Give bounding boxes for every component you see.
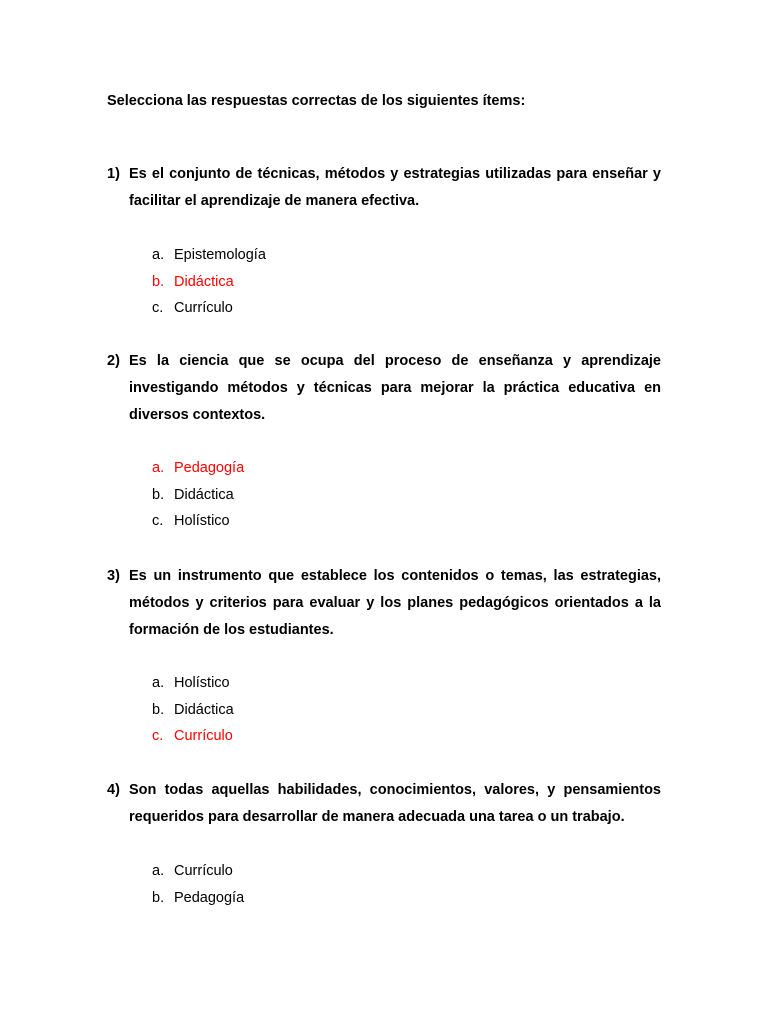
- question-1-statement: [107, 161, 661, 215]
- option-item-correct: [107, 269, 661, 296]
- option-text: Holístico: [174, 513, 230, 529]
- option-text: Currículo: [174, 728, 233, 744]
- option-item: [107, 885, 661, 912]
- option-letter: b.: [152, 273, 165, 290]
- question-2-statement: [107, 348, 661, 429]
- question-number: 1): [107, 166, 120, 182]
- question-3: [107, 563, 661, 750]
- option-item: [107, 295, 661, 322]
- question-4-statement: [107, 777, 661, 831]
- option-text: Didáctica: [174, 486, 234, 503]
- option-text: Pedagogía: [174, 889, 245, 906]
- question-text: Es un instrumento que establece los contenidos o temas, las estrategias, métodos y criterios para evaluar y los planes pedagógicos orientados a la formación de los estudiantes.: [129, 568, 661, 638]
- question-1: [107, 161, 661, 322]
- option-text: Holístico: [174, 675, 230, 691]
- question-number: 4): [107, 782, 120, 798]
- option-item: [107, 242, 661, 269]
- option-text: Currículo: [174, 300, 233, 316]
- option-letter: a.: [152, 460, 165, 476]
- option-item-correct: [107, 723, 661, 750]
- question-number: 2): [107, 353, 120, 369]
- option-item: [107, 697, 661, 724]
- question-2-options: [107, 455, 661, 535]
- question-text: Son todas aquellas habilidades, conocimientos, valores, y pensamientos requeridos para desarrollar de manera adecuada una tarea o un trabajo.: [129, 782, 661, 825]
- option-text: Currículo: [174, 863, 233, 879]
- option-text: Didáctica: [174, 701, 234, 718]
- option-text: Epistemología: [174, 247, 266, 263]
- option-letter: b.: [152, 889, 165, 906]
- option-letter: c.: [152, 513, 164, 529]
- question-text: Es el conjunto de técnicas, métodos y estrategias utilizadas para enseñar y facilitar el aprendizaje de manera efectiva.: [129, 166, 661, 209]
- instructions-heading: Selecciona las respuestas correctas de los siguientes ítems:: [107, 93, 526, 109]
- option-item: [107, 858, 661, 885]
- option-letter: a.: [152, 675, 165, 691]
- option-text: Didáctica: [174, 273, 234, 290]
- question-number: 3): [107, 568, 120, 584]
- question-3-options: [107, 670, 661, 750]
- option-letter: b.: [152, 486, 165, 503]
- question-4-options: [107, 858, 661, 911]
- question-2: [107, 348, 661, 535]
- option-letter: c.: [152, 728, 164, 744]
- option-item: [107, 508, 661, 535]
- question-text: Es la ciencia que se ocupa del proceso de enseñanza y aprendizaje investigando métodos y técnicas para mejorar la práctica educativa en diversos contextos.: [129, 353, 661, 423]
- option-item: [107, 670, 661, 697]
- option-letter: a.: [152, 247, 165, 263]
- option-text: Pedagogía: [174, 460, 245, 476]
- question-3-statement: [107, 563, 661, 644]
- option-letter: c.: [152, 300, 164, 316]
- option-letter: b.: [152, 701, 165, 718]
- question-4: [107, 777, 661, 911]
- option-letter: a.: [152, 863, 165, 879]
- option-item: [107, 482, 661, 509]
- question-1-options: [107, 242, 661, 322]
- option-item-correct: [107, 455, 661, 482]
